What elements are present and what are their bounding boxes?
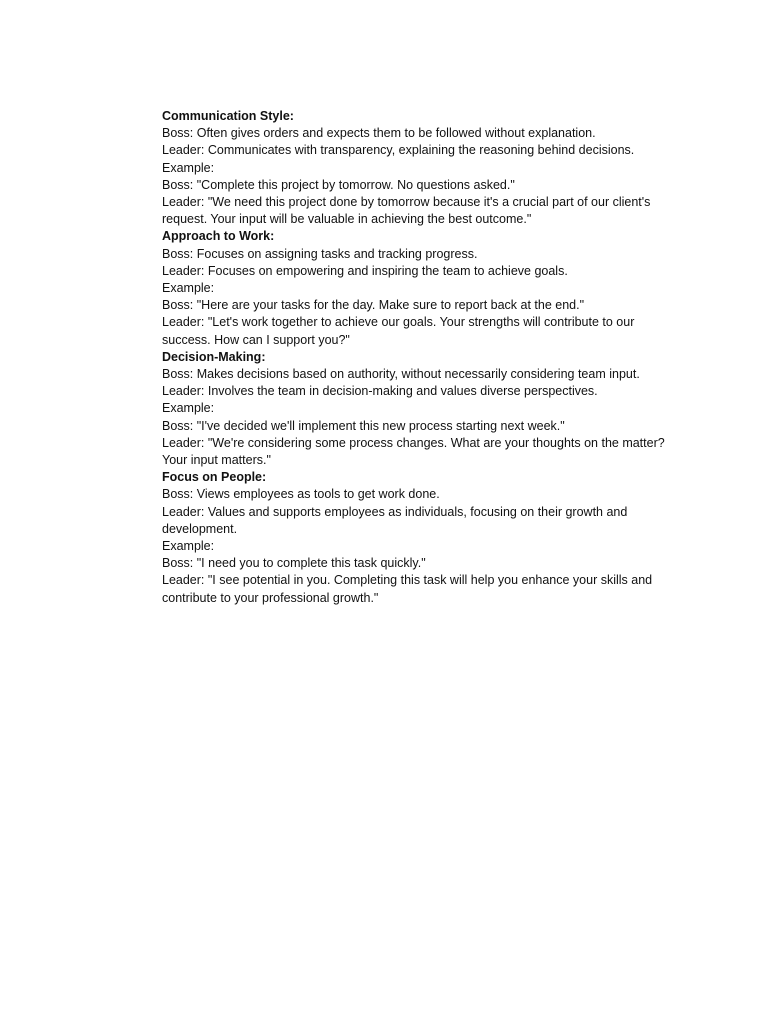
leader-description: Leader: Focuses on empowering and inspiring the team to achieve goals. xyxy=(162,263,568,278)
leader-example-line: contribute to your professional growth." xyxy=(162,590,379,605)
boss-example: Boss: "Here are your tasks for the day. Make sure to report back at the end." xyxy=(162,298,585,313)
example-label: Example: xyxy=(162,401,215,416)
example-label: Example: xyxy=(162,281,215,296)
boss-example: Boss: "Complete this project by tomorrow. No questions asked." xyxy=(162,177,515,192)
boss-description: Boss: Views employees as tools to get work done. xyxy=(162,487,440,502)
example-label: Example: xyxy=(162,539,215,554)
leader-description-line: Leader: Values and supports employees as individuals, focusing on their growth and xyxy=(162,504,628,519)
boss-description: Boss: Focuses on assigning tasks and tracking progress. xyxy=(162,246,478,261)
leader-description: Leader: Involves the team in decision-making and values diverse perspectives. xyxy=(162,384,598,399)
leader-example-line: Leader: "We need this project done by tomorrow because it's a crucial part of our client's xyxy=(162,195,651,210)
leader-example-line: Your input matters." xyxy=(162,453,271,468)
boss-description: Boss: Makes decisions based on authority, without necessarily considering team input. xyxy=(162,367,640,382)
section-heading: Focus on People: xyxy=(162,470,267,485)
leader-example-line: Leader: "I see potential in you. Completing this task will help you enhance your skills and xyxy=(162,573,653,588)
example-label: Example: xyxy=(162,160,215,175)
leader-description-line: development. xyxy=(162,521,238,536)
leader-example-line: success. How can I support you?" xyxy=(162,332,350,347)
section-heading: Communication Style: xyxy=(162,109,294,123)
boss-description: Boss: Often gives orders and expects them to be followed without explanation. xyxy=(162,126,596,141)
leader-example-line: request. Your input will be valuable in achieving the best outcome." xyxy=(162,212,532,227)
leader-example-line: Leader: "Let's work together to achieve our goals. Your strengths will contribute to our xyxy=(162,315,635,330)
section-heading: Decision-Making: xyxy=(162,349,266,364)
section-heading: Approach to Work: xyxy=(162,229,275,244)
leader-example-line: Leader: "We're considering some process changes. What are your thoughts on the matter? xyxy=(162,435,665,450)
boss-example: Boss: "I need you to complete this task quickly." xyxy=(162,556,426,571)
document-body xyxy=(162,108,722,607)
boss-example: Boss: "I've decided we'll implement this new process starting next week." xyxy=(162,418,565,433)
leader-description: Leader: Communicates with transparency, explaining the reasoning behind decisions. xyxy=(162,143,635,158)
